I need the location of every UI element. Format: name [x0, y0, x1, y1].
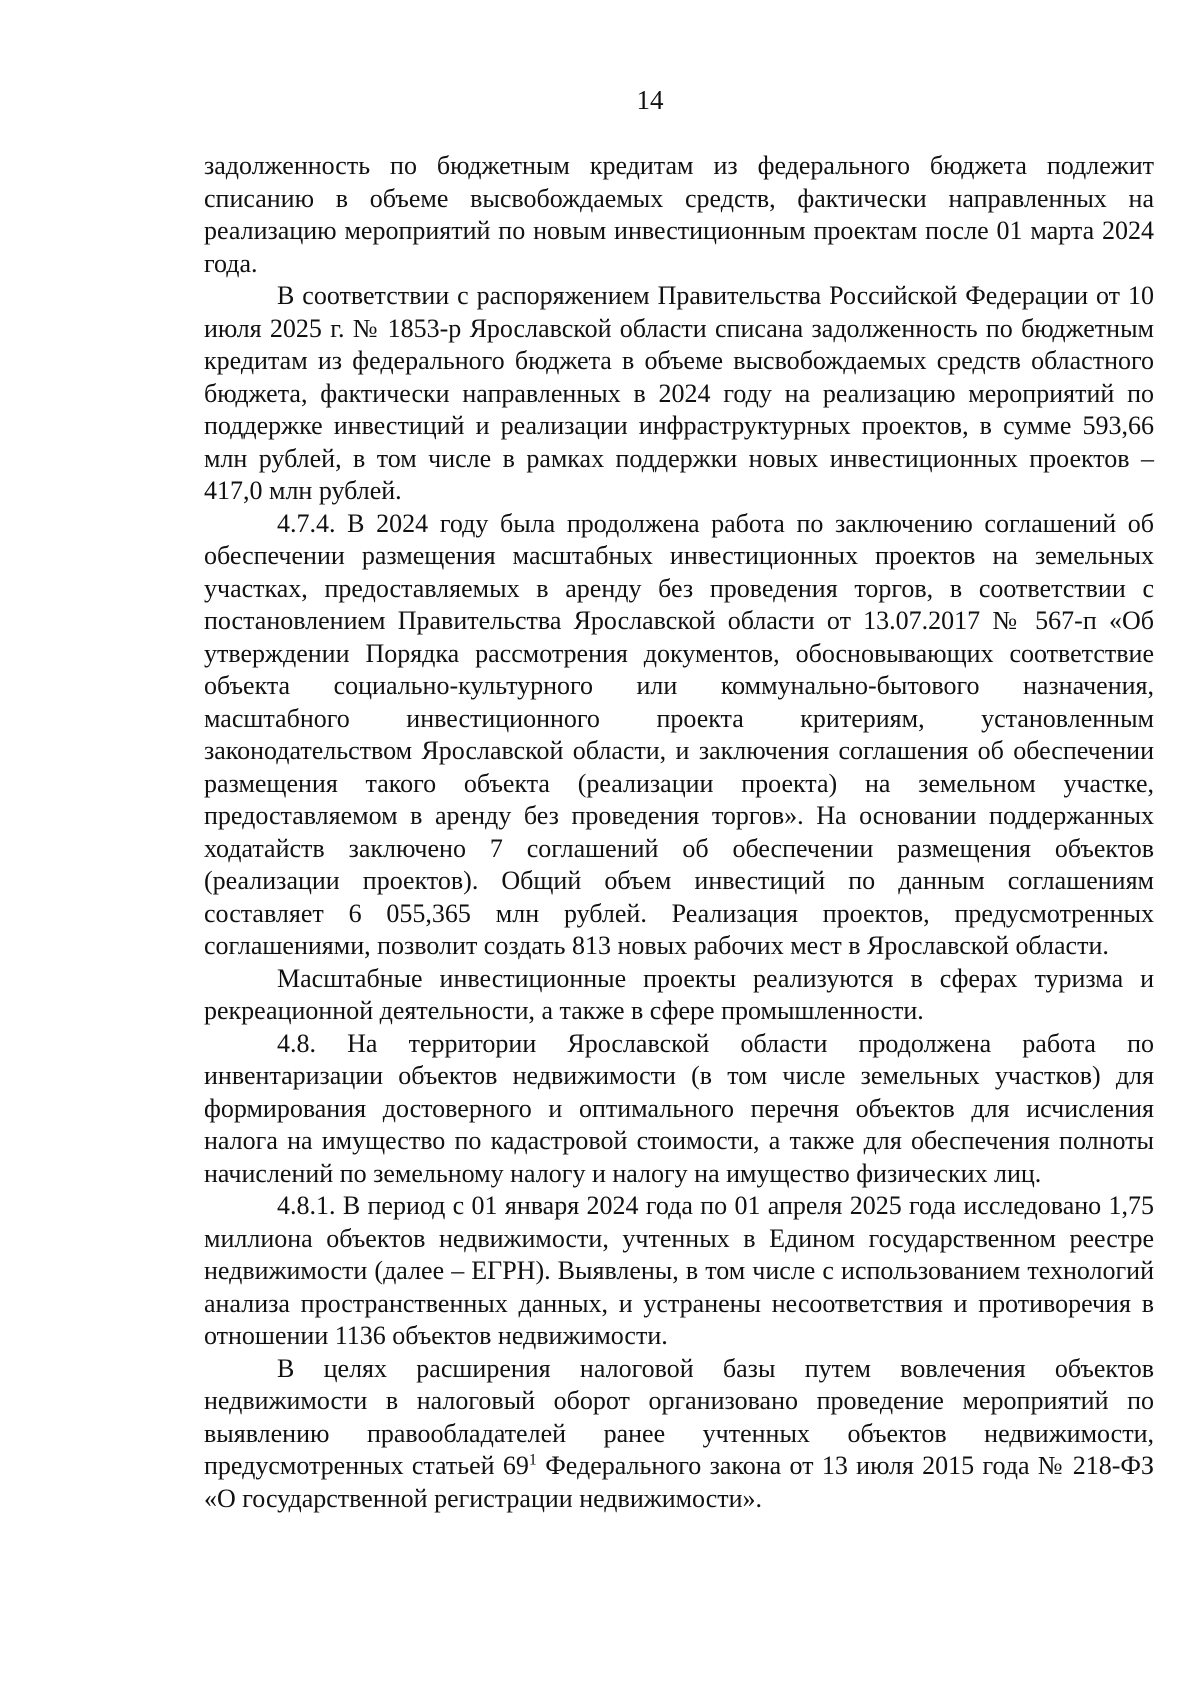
paragraph-1: задолженность по бюджетным кредитам из федерального бюджета подлежит списанию в объеме высвобождаемых средств, фактически направленных на реализацию мероприятий по новым инвестиционным проектам после 01 марта 2024 года.	[204, 151, 1154, 278]
paragraph-7-text-end: Федерального закона от 13 июля 2015 года № 218-ФЗ «О государственной регистрации недвижимости».	[204, 1451, 1154, 1513]
paragraph-3: 4.7.4. В 2024 году была продолжена работа по заключению соглашений об обеспечении размещения масштабных инвестиционных проектов на земельных участках, предоставляемых в аренду без проведения торгов, в соответствии с постановлением Правительства Ярославской области от 13.07.2017 № 567-п «Об утверждении Порядка рассмотрения документов, обосновывающих соответствие объекта социально-культурного или коммунально-бытового назначения, масштабного инвестиционного проекта критериям, установленным законодательством Ярославской области, и заключения соглашения об обеспечении размещения такого объекта (реализации проекта) на земельном участке, предоставляемом в аренду без проведения торгов». На основании поддержанных ходатайств заключено 7 соглашений об обеспечении размещения объектов (реализации проектов). Общий объем инвестиций по данным соглашениям составляет 6 055,365 млн рублей. Реализация проектов, предусмотренных соглашениями, позволит создать 813 новых рабочих мест в Ярославской области.	[204, 508, 1154, 960]
document-body	[204, 150, 1154, 1515]
paragraph-6: 4.8.1. В период с 01 января 2024 года по 01 апреля 2025 года исследовано 1,75 миллиона объектов недвижимости, учтенных в Едином государственном реестре недвижимости (далее – ЕГРН). Выявлены, в том числе с использованием технологий анализа пространственных данных, и устранены несоответствия и противоречия в отношении 1136 объектов недвижимости.	[204, 1191, 1154, 1350]
page-number: 14	[636, 85, 664, 115]
paragraph-5: 4.8. На территории Ярославской области продолжена работа по инвентаризации объектов недвижимости (в том числе земельных участков) для формирования достоверного и оптимального перечня объектов для исчисления налога на имущество по кадастровой стоимости, а также для обеспечения полноты начислений по земельному налогу и налогу на имущество физических лиц.	[204, 1028, 1154, 1188]
paragraph-7-text-start: В целях расширения налоговой базы путем вовлечения объектов недвижимости в налоговый оборот организовано проведение мероприятий по выявлению правообладателей ранее учтенных объектов недвижимости, предусмотренных статьей 69	[204, 1353, 1154, 1480]
paragraph-4: Масштабные инвестиционные проекты реализуются в сферах туризма и рекреационной деятельности, а также в сфере промышленности.	[204, 963, 1154, 1025]
superscript-1: 1	[528, 1451, 537, 1469]
paragraph-7	[204, 1353, 1154, 1516]
paragraph-2: В соответствии с распоряжением Правительства Российской Федерации от 10 июля 2025 г. № 1853-р Ярославской области списана задолженность по бюджетным кредитам из федерального бюджета в объеме высвобождаемых средств областного бюджета, фактически направленных в 2024 году на реализацию мероприятий по поддержке инвестиций и реализации инфраструктурных проектов, в сумме 593,66 млн рублей, в том числе в рамках поддержки новых инвестиционных проектов – 417,0 млн рублей.	[204, 281, 1154, 505]
